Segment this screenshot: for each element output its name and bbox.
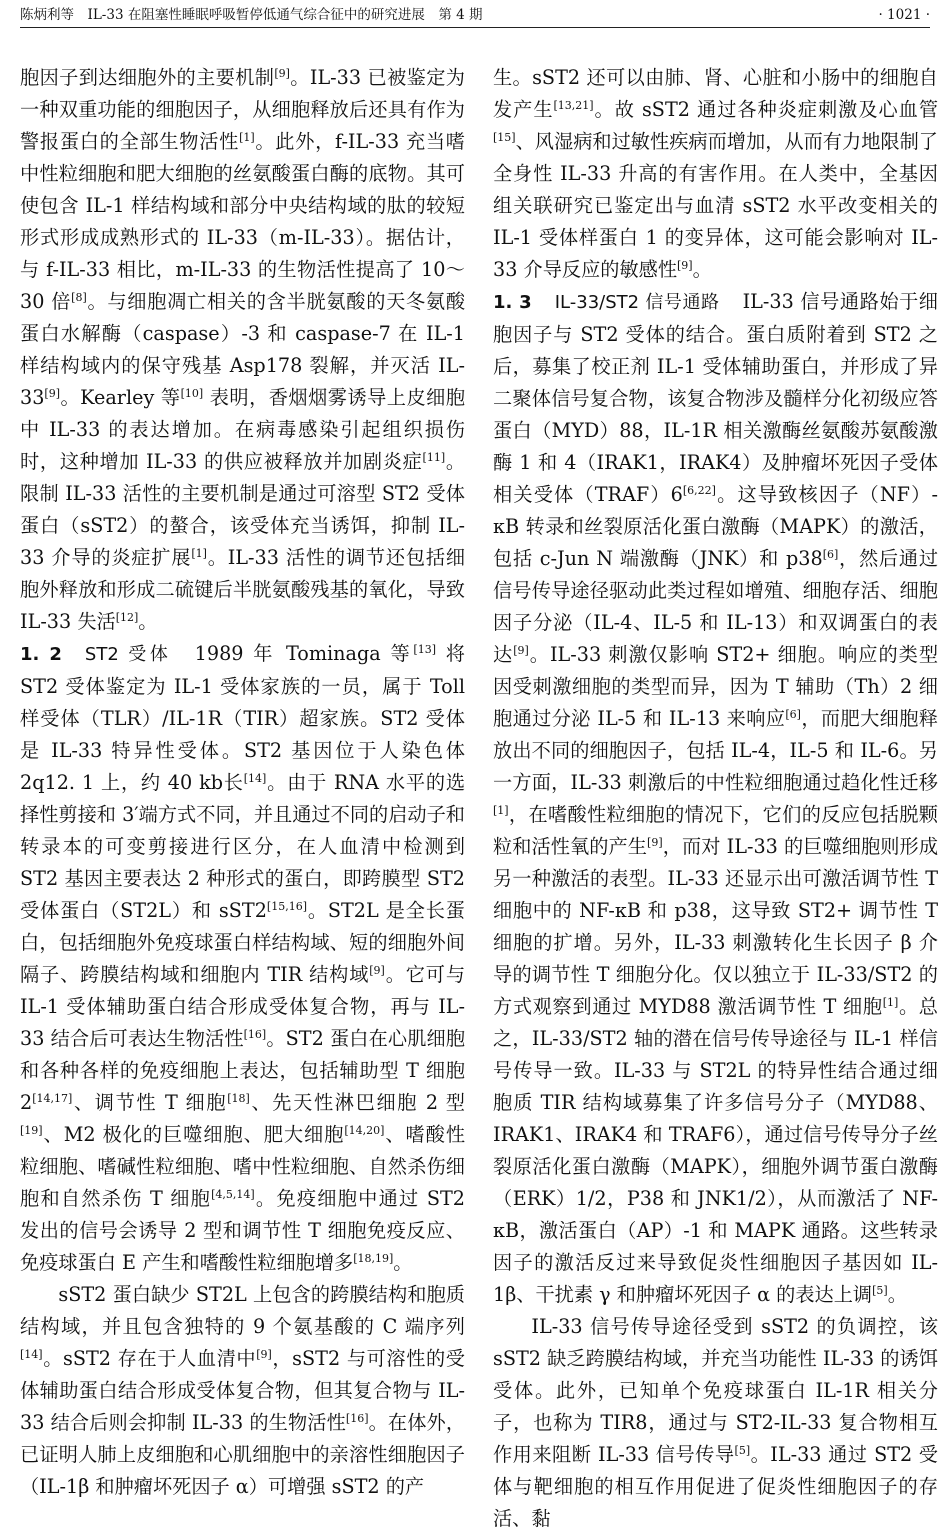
section-number: 1. 3 xyxy=(493,292,532,313)
page-number: · 1021 · xyxy=(878,7,930,23)
left-column xyxy=(20,62,465,1503)
section-title: IL-33/ST2 信号通路 xyxy=(554,292,720,313)
right-column xyxy=(493,62,938,1535)
section-1-3 xyxy=(493,286,938,1311)
paragraph: 生。sST2 还可以由肺、肾、心脏和小肠中的细胞自发产生[13,21]。故 sST2 通过各种炎症刺激及心血管[15]、风湿病和过敏性疾病而增加，从而有力地限制了全身性 IL-33 升高的有害作用。在人类中，全基因组关联研究已鉴定出与血清 sST2 水平改变相关的 IL-1 受体样蛋白 1 的变异体，这可能会影响对 IL-33 介导反应的敏感性[9]。 xyxy=(493,66,939,281)
running-title: 陈炳利等 IL-33 在阻塞性睡眠呼吸暂停低通气综合征中的研究进展 第 4 期 xyxy=(20,7,483,23)
section-number: 1. 2 xyxy=(20,644,62,665)
paragraph: 胞因子到达细胞外的主要机制[9]。IL-33 已被鉴定为一种双重功能的细胞因子，从细胞释放后还具有作为警报蛋白的全部生物活性[1]。此外，f-IL-33 充当嗜中性粒细胞和肥大细胞的丝氨酸蛋白酶的底物。其可使包含 IL-1 样结构域和部分中央结构域的肽的较短形式形成成熟形式的 IL-33（m-IL-33）。据估计，与 f-IL-33 相比，m-IL-33 的生物活性提高了 10～30 倍[8]。与细胞凋亡相关的含半胱氨酸的天冬氨酸蛋白水解酶（caspase）-3 和 caspase-7 在 IL-1 样结构域内的保守残基 Asp178 裂解，并灭活 IL-33[9]。Kearley 等[10] 表明，香烟烟雾诱导上皮细胞中 IL-33 的表达增加。在病毒感染引起组织损伤时，这种增加 IL-33 的供应被释放并加剧炎症[11]。限制 IL-33 活性的主要机制是通过可溶型 ST2 受体蛋白（sST2）的螯合，该受体充当诱饵，抑制 IL-33 介导的炎症扩展[1]。IL-33 活性的调节还包括细胞外释放和形成二硫键后半胱氨酸残基的氧化，导致 IL-33 失活[12]。 xyxy=(20,66,466,633)
paragraph: IL-33 信号通路始于细胞因子与 ST2 受体的结合。蛋白质附着到 ST2 之后，募集了校正剂 IL-1 受体辅助蛋白，并形成了异二聚体信号复合物，该复合物涉及髓样分化初级应答蛋白（MYD）88，IL-1R 相关激酶丝氨酸苏氨酸激酶 1 和 4（IRAK1，IRAK4）及肿瘤坏死因子受体相关受体（TRAF）6[6,22]。这导致核因子（NF）-κB 转录和丝裂原活化蛋白激酶（MAPK）的激活，包括 c-Jun N 端激酶（JNK）和 p38[6]，然后通过信号传导途径驱动此类过程如增殖、细胞存活、细胞因子分泌（IL-4、IL-5 和 IL-13）和双调蛋白的表达[9]。IL-33 刺激仅影响 ST2+ 细胞。响应的类型因受刺激细胞的类型而异，因为 T 辅助（Th）2 细胞通过分泌 IL-5 和 IL-13 来响应[6]，而肥大细胞释放出不同的细胞因子，包括 IL-4，IL-5 和 IL-6。另一方面，IL-33 刺激后的中性粒细胞通过趋化性迁移[1]，在嗜酸性粒细胞的情况下，它们的反应包括脱颗粒和活性氧的产生[9]，而对 IL-33 的巨噬细胞则形成另一种激活的表型。IL-33 还显示出可激活调节性 T 细胞中的 NF-κB 和 p38，这导致 ST2+ 调节性 T 细胞的扩增。另外，IL-33 刺激转化生长因子 β 介导的调节性 T 细胞分化。仅以独立于 IL-33/ST2 的方式观察到通过 MYD88 激活调节性 T 细胞[1]。总之，IL-33/ST2 轴的潜在信号传导途径与 IL-1 样信号传导一致。IL-33 与 ST2L 的特异性结合通过细胞质 TIR 结构域募集了许多信号分子（MYD88、IRAK1、IRAK4 和 TRAF6），通过信号传导分子丝裂原活化蛋白激酶（MAPK），细胞外调节蛋白激酶（ERK）1/2，P38 和 JNK1/2），从而激活了 NF-κB，激活蛋白（AP）-1 和 MAPK 通路。这些转录因子的激活反过来导致促炎性细胞因子基因如 IL-1β、干扰素 γ 和肿瘤坏死因子 α 的表达上调[5]。 xyxy=(493,290,939,1306)
section-title: ST2 受体 xyxy=(84,644,172,665)
paragraph: 1989 年 Tominaga 等[13] 将 ST2 受体鉴定为 IL-1 受体家族的一员，属于 Toll 样受体（TLR）/IL-1R（TIR）超家族。ST2 受体是 IL-33 特异性受体。ST2 基因位于人染色体 2q12. 1 上，约 40 kb长[14]。由于 RNA 水平的选择性剪接和 3′端方式不同，并且通过不同的启动子和转录本的可变剪接进行区分，在人血清中检测到 ST2 基因主要表达 2 种形式的蛋白，即跨膜型 ST2 受体蛋白（ST2L）和 sST2[15,16]。ST2L 是全长蛋白，包括细胞外免疫球蛋白样结构域、短的细胞外间隔子、跨膜结构域和细胞内 TIR 结构域[9]。它可与 IL-1 受体辅助蛋白结合形成受体复合物，再与 IL-33 结合后可表达生物活性[16]。ST2 蛋白在心肌细胞和各种各样的免疫细胞上表达，包括辅助型 T 细胞 2[14,17]、调节性 T 细胞[18]、先天性淋巴细胞 2 型[19]、M2 极化的巨噬细胞、肥大细胞[14,20]、嗜酸性粒细胞、嗜碱性粒细胞、嗜中性粒细胞、自然杀伤细胞和自然杀伤 T 细胞[4,5,14]。免疫细胞中通过 ST2 发出的信号会诱导 2 型和调节性 T 细胞免疫反应、免疫球蛋白 E 产生和嗜酸性粒细胞增多[18,19]。 xyxy=(20,642,466,1274)
section-1-2 xyxy=(20,638,465,1279)
paragraph: IL-33 信号传导途径受到 sST2 的负调控，该 sST2 缺乏跨膜结构域，并充当功能性 IL-33 的诱饵受体。此外，已知单个免疫球蛋白 IL-1R 相关分子，也称为 TIR8，通过与 ST2-IL-33 复合物相互作用来阻断 IL-33 信号传导[5]。IL-33 通过 ST2 受体与靶细胞的相互作用促进了促炎性细胞因子的存活、黏 xyxy=(493,1315,938,1530)
paragraph: sST2 蛋白缺少 ST2L 上包含的跨膜结构和胞质结构域，并且包含独特的 9 个氨基酸的 C 端序列[14]。sST2 存在于人血清中[9]，sST2 与可溶性的受体辅助蛋白结合形成受体复合物，但其复合物与 IL-33 结合后则会抑制 IL-33 的生物活性[16]。在体外，已证明人肺上皮细胞和心肌细胞中的亲溶性细胞因子（IL-1β 和肿瘤坏死因子 α）可增强 sST2 的产 xyxy=(20,1283,466,1498)
running-header xyxy=(20,6,930,28)
